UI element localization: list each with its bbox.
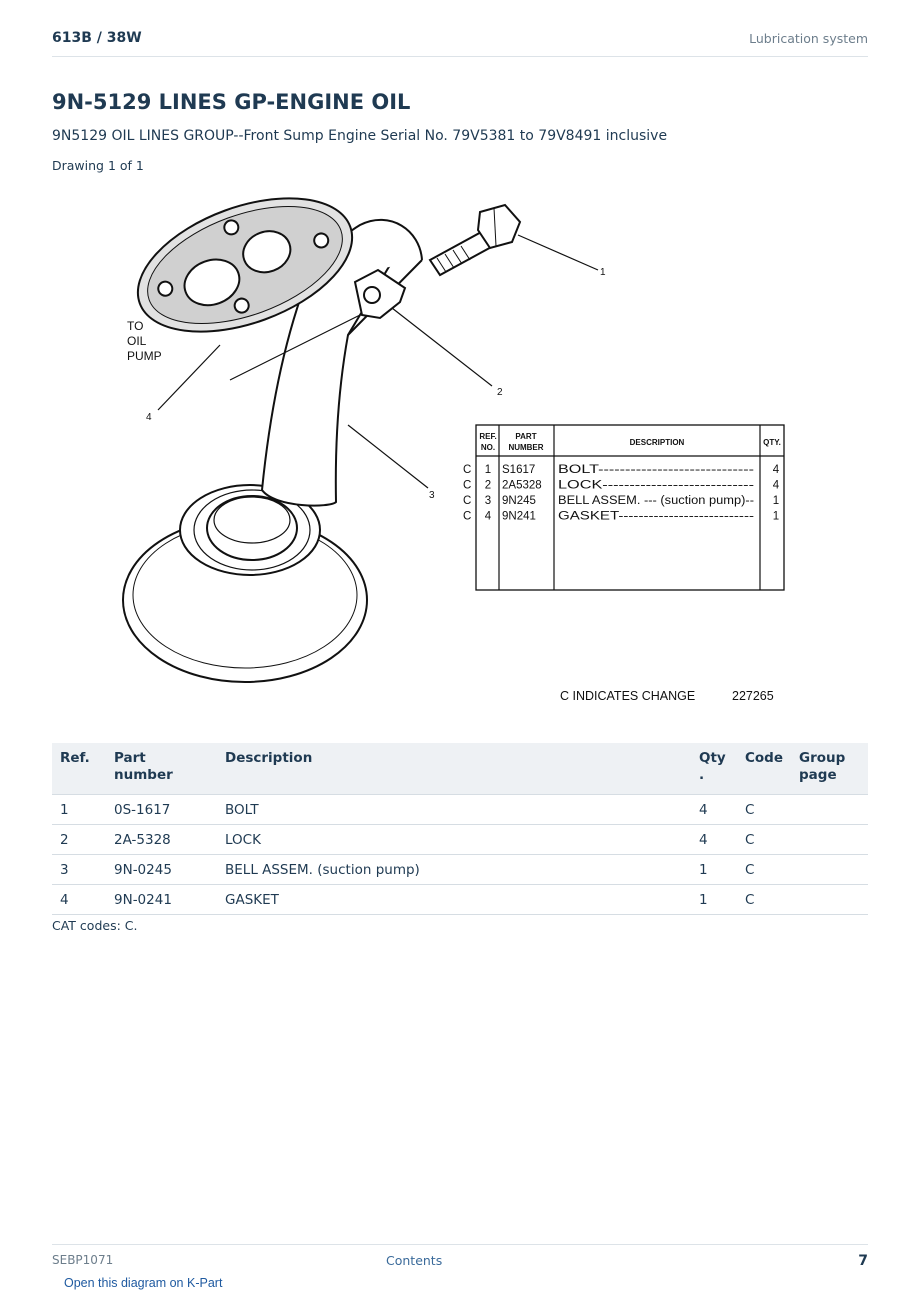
inset-part: S1617 [502, 464, 536, 476]
parts-table [52, 743, 868, 915]
drawing-caption: Drawing 1 of 1 [52, 158, 144, 173]
table-row [52, 855, 868, 885]
svg-text:PUMP: PUMP [127, 349, 162, 363]
inset-ref: 3 [484, 495, 492, 507]
cell-description: BELL ASSEM. (suction pump) [217, 855, 691, 885]
to-oil-pump-label [127, 319, 162, 363]
cell-ref: 1 [52, 795, 106, 825]
svg-text:OIL: OIL [127, 334, 147, 348]
cell-ref: 2 [52, 825, 106, 855]
cell-group-page [791, 825, 868, 855]
inset-change: C [463, 464, 472, 476]
parts-diagram [110, 190, 810, 710]
table-row [52, 795, 868, 825]
inset-qty: 1 [772, 495, 780, 507]
cell-group-page [791, 795, 868, 825]
section-label: Lubrication system [749, 31, 868, 46]
contents-link[interactable]: Contents [386, 1253, 443, 1268]
change-note: C INDICATES CHANGE [560, 689, 696, 703]
callout-1: 1 [600, 267, 606, 278]
inset-change: C [463, 510, 472, 523]
inset-change: C [463, 495, 472, 507]
model-label: 613B / 38W [52, 30, 142, 46]
cell-description: BOLT [217, 795, 691, 825]
inset-qty: 4 [772, 464, 780, 476]
col-code: Code [737, 743, 791, 795]
kpart-link[interactable]: Open this diagram on K-Part [64, 1276, 223, 1290]
cell-qty: 4 [691, 795, 737, 825]
cell-description: GASKET [217, 885, 691, 915]
doc-id: SEBP1071 [52, 1253, 114, 1267]
inset-desc: LOCK---------------------------- [558, 479, 755, 492]
callout-3: 3 [429, 490, 435, 501]
inset-part: 2A5328 [502, 479, 542, 492]
cat-codes-note: CAT codes: C. [52, 918, 138, 933]
cell-part-number: 0S-1617 [106, 795, 217, 825]
cell-part-number: 9N-0245 [106, 855, 217, 885]
col-group-page: Group page [791, 743, 868, 795]
cell-code: C [737, 825, 791, 855]
cell-code: C [737, 795, 791, 825]
inset-part: 9N241 [502, 510, 536, 523]
page-title: 9N-5129 LINES GP-ENGINE OIL [52, 90, 411, 114]
col-description: Description [217, 743, 691, 795]
inset-header-part-2: NUMBER [508, 443, 544, 452]
cell-code: C [737, 885, 791, 915]
inset-qty: 1 [772, 510, 780, 523]
page-header [52, 26, 868, 57]
cell-ref: 4 [52, 885, 106, 915]
inset-header-ref-1: REF. [479, 432, 497, 441]
inset-ref: 2 [484, 479, 492, 492]
page-number: 7 [858, 1253, 868, 1269]
svg-text:TO: TO [127, 319, 144, 333]
cell-qty: 1 [691, 855, 737, 885]
col-part-number: Part number [106, 743, 217, 795]
drawing-number: 227265 [732, 689, 774, 703]
inset-parts-table [463, 425, 784, 590]
inset-ref: 1 [484, 464, 492, 476]
lock-washer [355, 270, 405, 318]
cell-code: C [737, 855, 791, 885]
parts-table-header [52, 743, 868, 795]
inset-change: C [463, 479, 472, 492]
table-row [52, 885, 868, 915]
bolt [430, 205, 520, 275]
table-row [52, 825, 868, 855]
cell-group-page [791, 885, 868, 915]
inset-qty: 4 [772, 479, 780, 492]
callout-2: 2 [497, 387, 503, 398]
cell-qty: 4 [691, 825, 737, 855]
group-subtitle: 9N5129 OIL LINES GROUP--Front Sump Engine Serial No. 79V5381 to 79V8491 inclusive [52, 128, 668, 144]
cell-part-number: 9N-0241 [106, 885, 217, 915]
inset-part: 9N245 [502, 495, 536, 507]
inset-header-ref-2: NO. [480, 443, 496, 452]
inset-ref: 4 [484, 510, 492, 523]
inset-header-part-1: PART [515, 432, 537, 441]
col-ref: Ref. [52, 743, 106, 795]
inset-header-qty: QTY. [763, 438, 781, 447]
inset-desc: BELL ASSEM. --- (suction pump)-- [558, 495, 755, 507]
cell-group-page [791, 855, 868, 885]
inset-header-desc: DESCRIPTION [629, 438, 685, 447]
cell-description: LOCK [217, 825, 691, 855]
cell-ref: 3 [52, 855, 106, 885]
col-qty: Qty . [691, 743, 737, 795]
inset-desc: GASKET--------------------------- [558, 510, 755, 523]
cell-qty: 1 [691, 885, 737, 915]
inset-desc: BOLT----------------------------- [558, 464, 755, 476]
callout-4: 4 [146, 412, 152, 423]
page-footer [52, 1244, 868, 1275]
cell-part-number: 2A-5328 [106, 825, 217, 855]
